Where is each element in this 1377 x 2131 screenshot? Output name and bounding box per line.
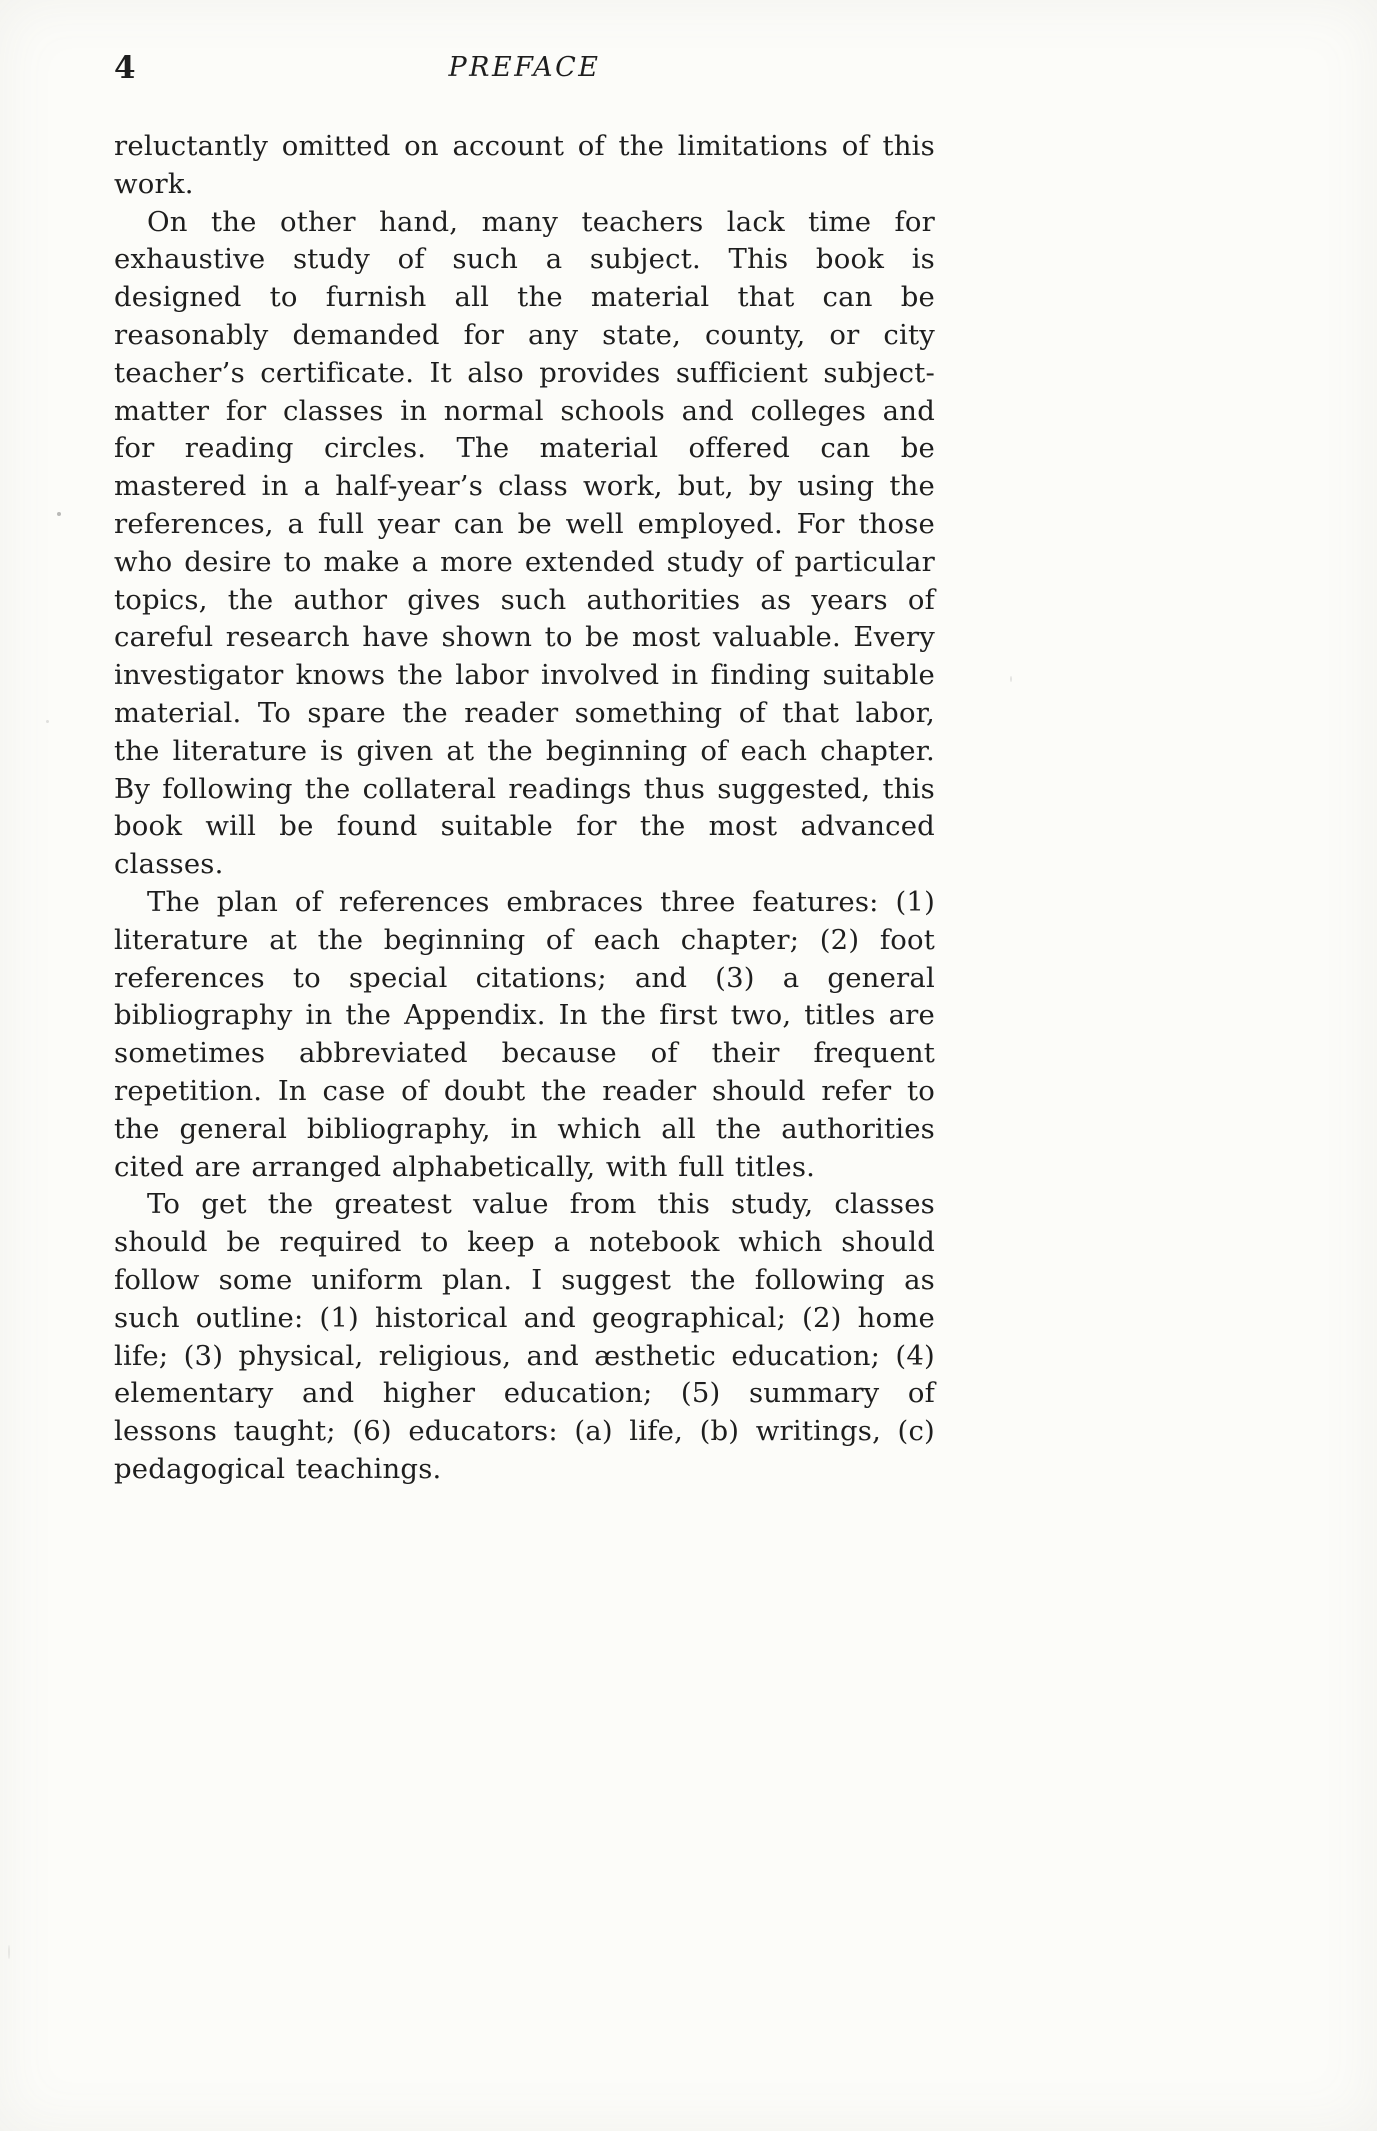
page-header (114, 50, 935, 94)
paragraph: The plan of references embraces three features: (1) literature at the beginning of each chapter; (2) foot references to special citations; and (3) a general bibliography in the Appendix. In the first two, titles are sometimes abbreviated because of their frequent repetition. In case of doubt the reader should refer to the general bibliography, in which all the authorities cited are arranged alphabetically, with full titles. (114, 885, 935, 1183)
paragraph: reluctantly omitted on account of the limitations of this work. (114, 130, 935, 200)
scan-speck (46, 720, 49, 723)
running-title: PREFACE (448, 52, 601, 83)
paragraph: On the other hand, many teachers lack time for exhaustive study of such a subject. This book is designed to furnish all the material that can be reasonably demanded for any state, county, or city teacher’s certificate. It also provides sufficient subject-matter for classes in normal schools and colleges and for reading circles. The material offered can be mastered in a half-year’s class work, but, by using the references, a full year can be well employed. For those who desire to make a more extended study of particular topics, the author gives such authorities as years of careful research have shown to be most valuable. Every investigator knows the labor involved in finding suitable material. To spare the reader something of that labor, the literature is given at the beginning of each chapter. By following the collateral readings thus suggested, this book will be found suitable for the most advanced classes. (114, 205, 935, 881)
scan-speck (1010, 676, 1012, 682)
paragraph: To get the greatest value from this study, classes should be required to keep a notebook which should follow some uniform plan. I suggest the following as such outline: (1) historical and geographical; (2) home life; (3) physical, religious, and æsthetic education; (4) elementary and higher education; (5) summary of lessons taught; (6) educators: (a) life, (b) writings, (c) pedagogical teachings. (114, 1188, 935, 1485)
page-number: 4 (114, 50, 137, 86)
scan-speck (8, 1945, 10, 1959)
scan-speck (57, 512, 61, 516)
preface-body (114, 128, 935, 1489)
